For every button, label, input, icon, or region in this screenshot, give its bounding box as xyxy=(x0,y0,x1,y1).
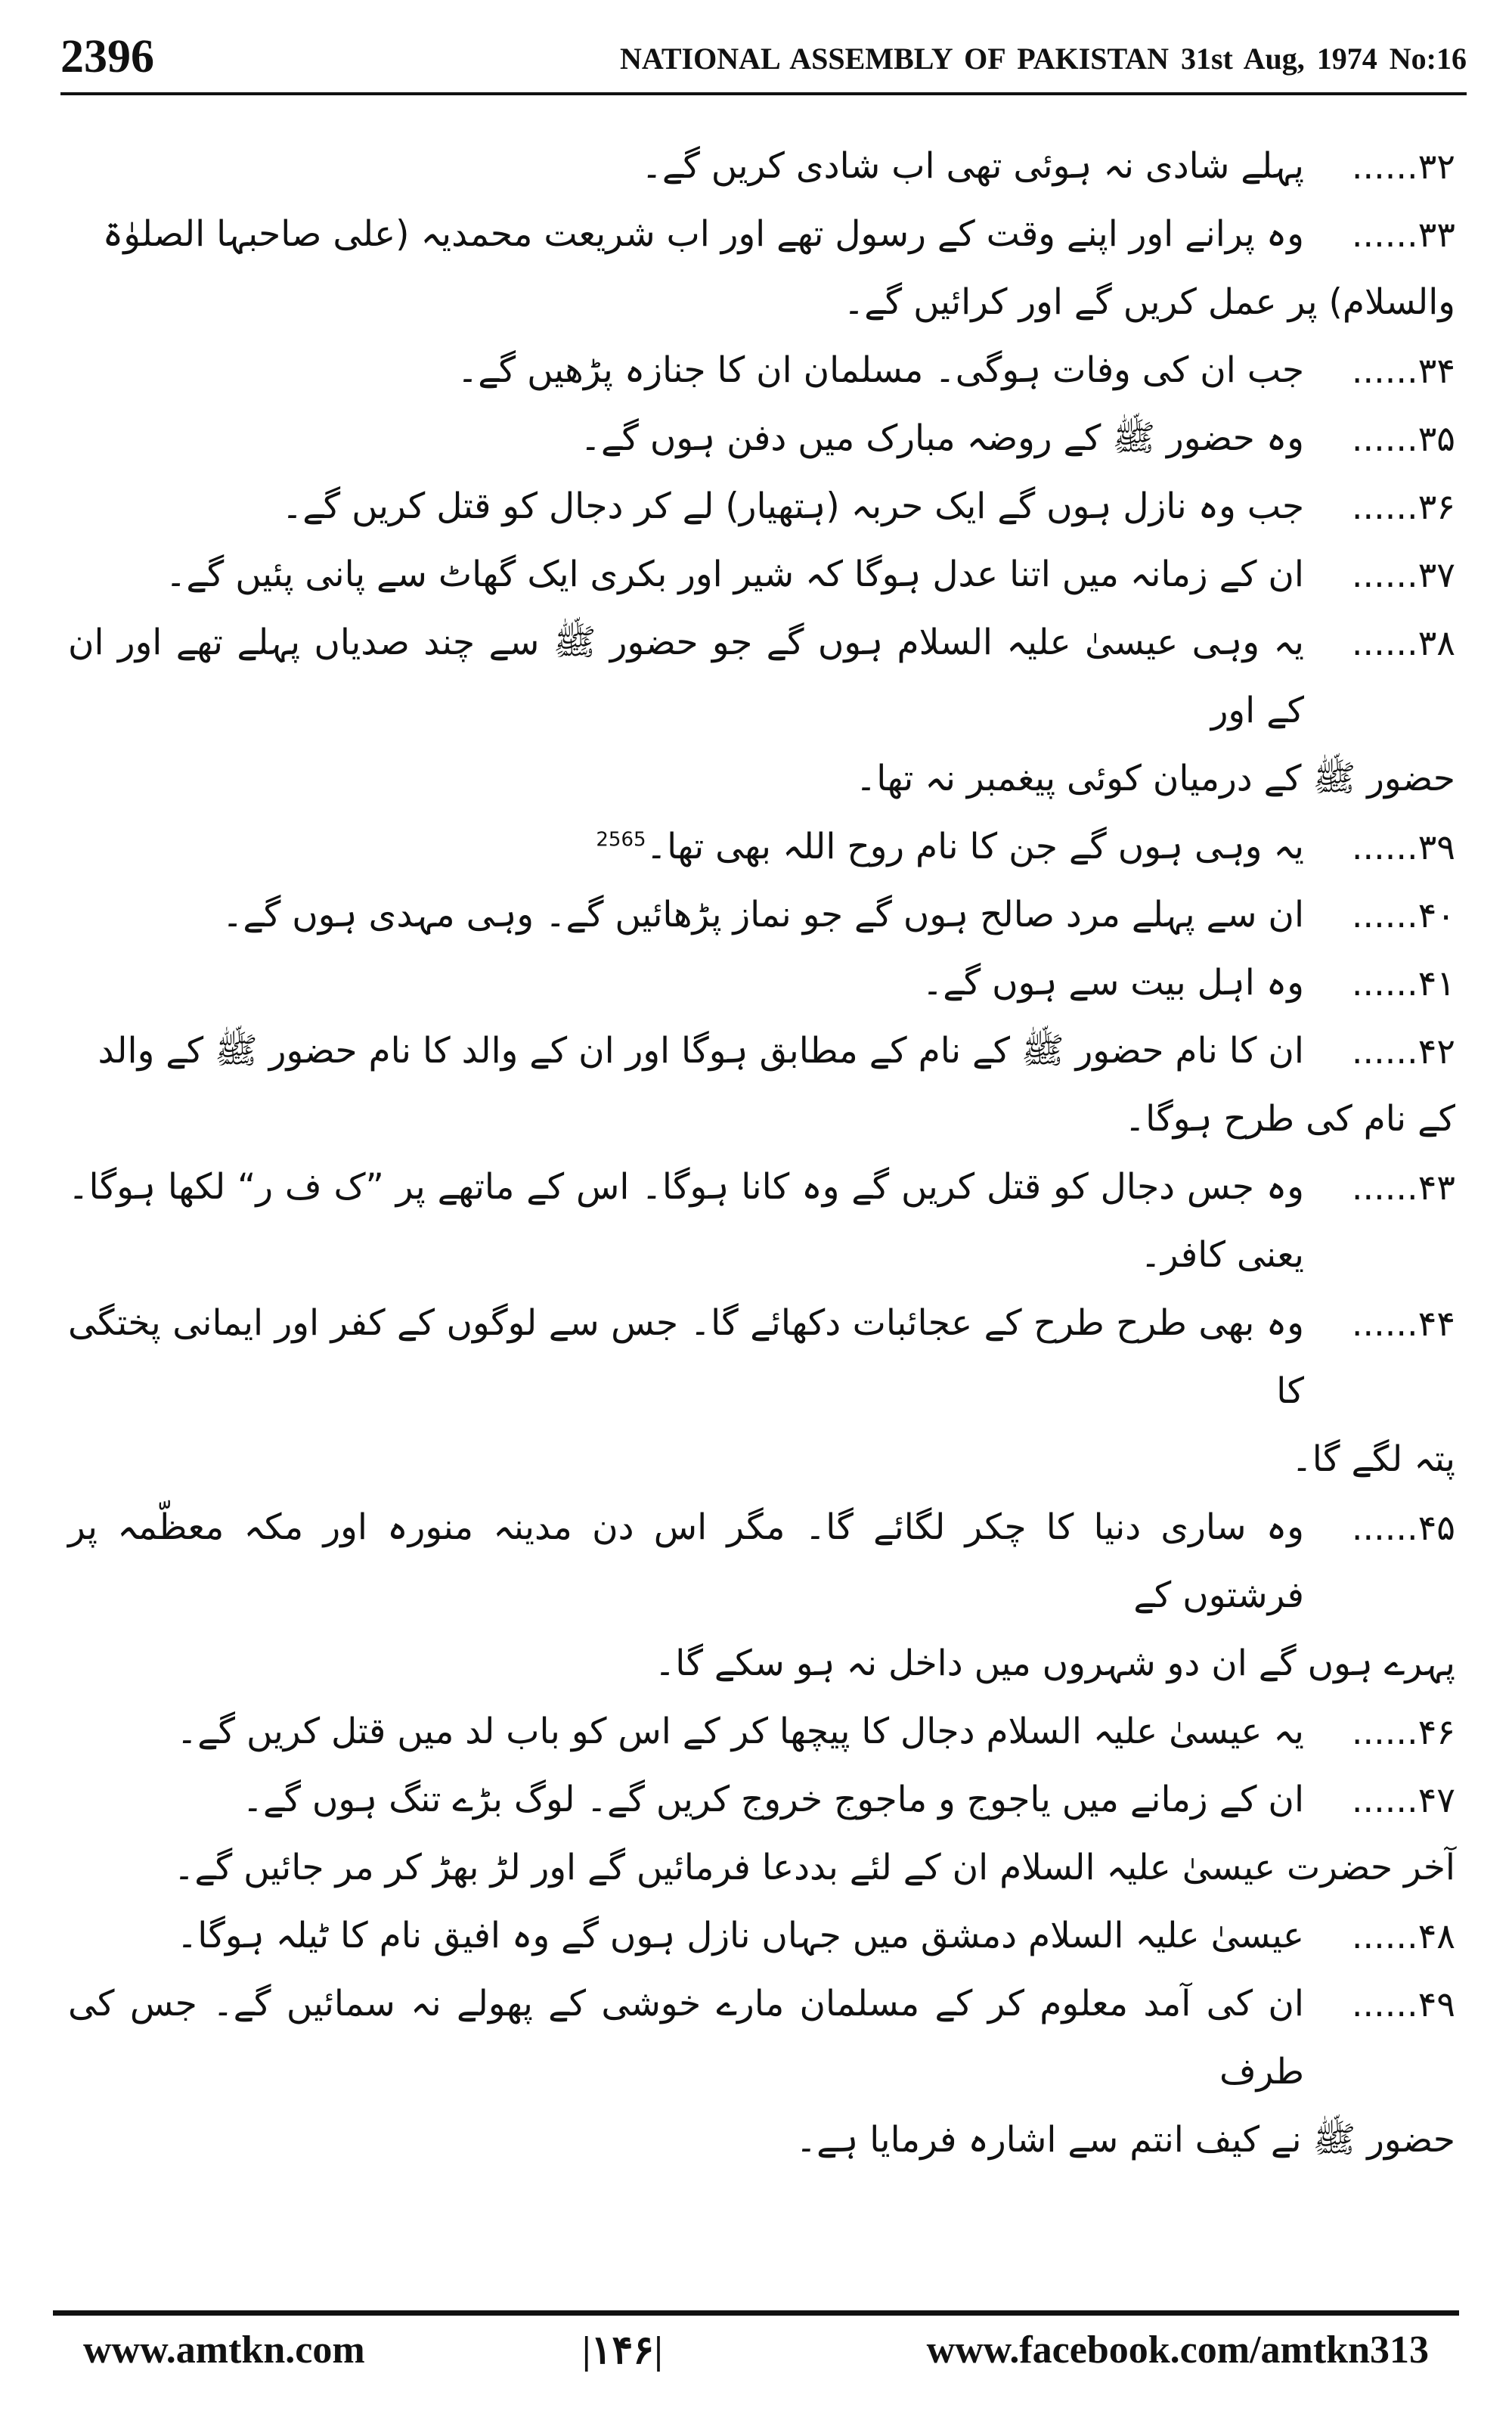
numbered-item xyxy=(68,1494,1455,1630)
footer-page-marker: |۱۴۶| xyxy=(582,2329,663,2372)
item-number xyxy=(1304,200,1455,268)
item-continuation-line: کے نام کی طرح ہوگا۔ xyxy=(1124,1098,1455,1140)
item-number xyxy=(1304,949,1455,1017)
item-number xyxy=(1304,541,1455,609)
item-number xyxy=(1304,1289,1455,1357)
page-header xyxy=(60,30,1467,113)
item-number xyxy=(1304,881,1455,949)
item-text: وہ اہل بیت سے ہوں گے۔ xyxy=(922,962,1304,1004)
page-number: 2396 xyxy=(60,31,154,82)
item-number xyxy=(1304,405,1455,473)
item-text: ان کا نام حضور ﷺ کے نام کے مطابق ہوگا اور ان کے والد کا نام حضور ﷺ کے والد xyxy=(98,1030,1304,1072)
item-text xyxy=(68,813,1304,881)
numbered-item xyxy=(68,405,1455,473)
header-title: NATIONAL ASSEMBLY OF PAKISTAN 31st Aug, 1974 No:16 xyxy=(620,42,1467,76)
item-number-label: ۳۳...... xyxy=(1351,214,1455,255)
item-continuation-line: حضور ﷺ نے کیف انتم سے اشارہ فرمایا ہے۔ xyxy=(795,2119,1455,2161)
item-number-label: ۳۶...... xyxy=(1351,486,1455,527)
footer-facebook-link[interactable]: www.facebook.com/amtkn313 xyxy=(926,2328,1429,2372)
footer-rule xyxy=(53,2310,1459,2316)
item-number-label: ۴۰...... xyxy=(1351,895,1455,935)
numbered-item xyxy=(68,1698,1455,1766)
item-text-content: یہ وہی ہوں گے جن کا نام روح اللہ بھی تھا۔ xyxy=(646,826,1304,867)
item-number-label: ۴۳...... xyxy=(1351,1167,1455,1208)
item-number-label: ۴۲...... xyxy=(1351,1031,1455,1072)
item-text: وہ پرانے اور اپنے وقت کے رسول تھے اور اب شریعت محمدیہ (علی صاحبہا الصلوٰۃ xyxy=(102,213,1304,255)
numbered-item xyxy=(68,473,1455,541)
numbered-item xyxy=(68,200,1455,268)
numbered-item xyxy=(68,1970,1455,2106)
item-number-label: ۴۱...... xyxy=(1351,963,1455,1004)
item-number-label: ۳۲...... xyxy=(1351,146,1455,187)
item-text: جب وہ نازل ہوں گے ایک حربہ (ہتھیار) لے کر دجال کو قتل کریں گے۔ xyxy=(281,486,1304,527)
item-continuation-line: والسلام) پر عمل کریں گے اور کرائیں گے۔ xyxy=(843,281,1455,323)
item-number-label: ۳۹...... xyxy=(1351,827,1455,867)
item-number xyxy=(1304,1970,1455,2038)
item-text: وہ ساری دنیا کا چکر لگائے گا۔ مگر اس دن مدینہ منورہ اور مکہ معظّمہ پر فرشتوں کے xyxy=(68,1506,1304,1616)
item-continuation-line: پتہ لگے گا۔ xyxy=(1291,1438,1455,1480)
item-number-label: ۴۵...... xyxy=(1351,1507,1455,1548)
item-text: یہ عیسیٰ علیہ السلام دجال کا پیچھا کر کے اس کو باب لد میں قتل کریں گے۔ xyxy=(176,1711,1304,1752)
numbered-item xyxy=(68,1289,1455,1426)
document-body xyxy=(68,132,1455,2174)
numbered-item xyxy=(68,1902,1455,1970)
numbered-item xyxy=(68,1766,1455,1834)
item-number xyxy=(1304,1902,1455,1970)
item-number-label: ۳۵...... xyxy=(1351,418,1455,459)
item-number-label: ۴۷...... xyxy=(1351,1779,1455,1820)
numbered-item xyxy=(68,949,1455,1017)
item-number xyxy=(1304,473,1455,541)
item-text: جب ان کی وفات ہوگی۔ مسلمان ان کا جنازہ پڑھیں گے۔ xyxy=(457,349,1304,391)
item-number xyxy=(1304,609,1455,677)
item-text: وہ بھی طرح طرح کے عجائبات دکھائے گا۔ جس سے لوگوں کے کفر اور ایمانی پختگی کا xyxy=(68,1302,1304,1412)
footnote-reference: 2565 xyxy=(596,828,646,852)
numbered-item xyxy=(68,881,1455,949)
item-continuation-line: پہرے ہوں گے ان دو شہروں میں داخل نہ ہو سکے گا۔ xyxy=(654,1643,1455,1684)
item-number xyxy=(1304,1698,1455,1766)
page-footer xyxy=(53,2328,1459,2388)
item-text: عیسیٰ علیہ السلام دمشق میں جہاں نازل ہوں گے وہ افیق نام کا ٹیلہ ہوگا۔ xyxy=(176,1915,1304,1956)
item-number xyxy=(1304,132,1455,200)
item-number-label: ۴۴...... xyxy=(1351,1303,1455,1344)
numbered-item xyxy=(68,813,1455,881)
numbered-item xyxy=(68,1017,1455,1085)
item-number-label: ۳۸...... xyxy=(1351,622,1455,663)
item-text: ان سے پہلے مرد صالح ہوں گے جو نماز پڑھائیں گے۔ وہی مہدی ہوں گے۔ xyxy=(222,894,1304,935)
item-number xyxy=(1304,1766,1455,1834)
item-continuation-line: آخر حضرت عیسیٰ علیہ السلام ان کے لئے بددعا فرمائیں گے اور لڑ بھڑ کر مر جائیں گے۔ xyxy=(173,1847,1455,1888)
item-text: ان کے زمانے میں یاجوج و ماجوج خروج کریں گے۔ لوگ بڑے تنگ ہوں گے۔ xyxy=(242,1779,1304,1820)
item-text: وہ جس دجال کو قتل کریں گے وہ کانا ہوگا۔ اس کے ماتھے پر ”ک ف ر“ لکھا ہوگا۔ یعنی کافر۔ xyxy=(68,1166,1304,1276)
item-number-label: ۴۸...... xyxy=(1351,1916,1455,1956)
numbered-item xyxy=(68,609,1455,745)
item-text: ان کے زمانہ میں اتنا عدل ہوگا کہ شیر اور بکری ایک گھاٹ سے پانی پئیں گے۔ xyxy=(165,554,1304,595)
numbered-item xyxy=(68,1153,1455,1289)
item-number xyxy=(1304,1153,1455,1221)
item-text: ان کی آمد معلوم کر کے مسلمان مارے خوشی کے پھولے نہ سمائیں گے۔ جس کی طرف xyxy=(68,1983,1304,2093)
item-number-label: ۳۴...... xyxy=(1351,350,1455,391)
item-number xyxy=(1304,813,1455,881)
numbered-item xyxy=(68,541,1455,609)
header-rule xyxy=(60,92,1467,95)
item-continuation-line: حضور ﷺ کے درمیان کوئی پیغمبر نہ تھا۔ xyxy=(855,758,1455,799)
item-number-label: ۴۹...... xyxy=(1351,1984,1455,2024)
numbered-item xyxy=(68,337,1455,405)
item-number xyxy=(1304,337,1455,405)
footer-website-link[interactable]: www.amtkn.com xyxy=(83,2328,365,2372)
item-number-label: ۳۷...... xyxy=(1351,554,1455,595)
item-text: یہ وہی عیسیٰ علیہ السلام ہوں گے جو حضور ﷺ سے چند صدیاں پہلے تھے اور ان کے اور xyxy=(68,622,1304,731)
item-text: پہلے شادی نہ ہوئی تھی اب شادی کریں گے۔ xyxy=(641,145,1304,187)
item-number xyxy=(1304,1494,1455,1562)
numbered-item xyxy=(68,132,1455,200)
item-text: وہ حضور ﷺ کے روضہ مبارک میں دفن ہوں گے۔ xyxy=(580,417,1304,459)
item-number-label: ۴۶...... xyxy=(1351,1711,1455,1752)
item-number xyxy=(1304,1017,1455,1085)
